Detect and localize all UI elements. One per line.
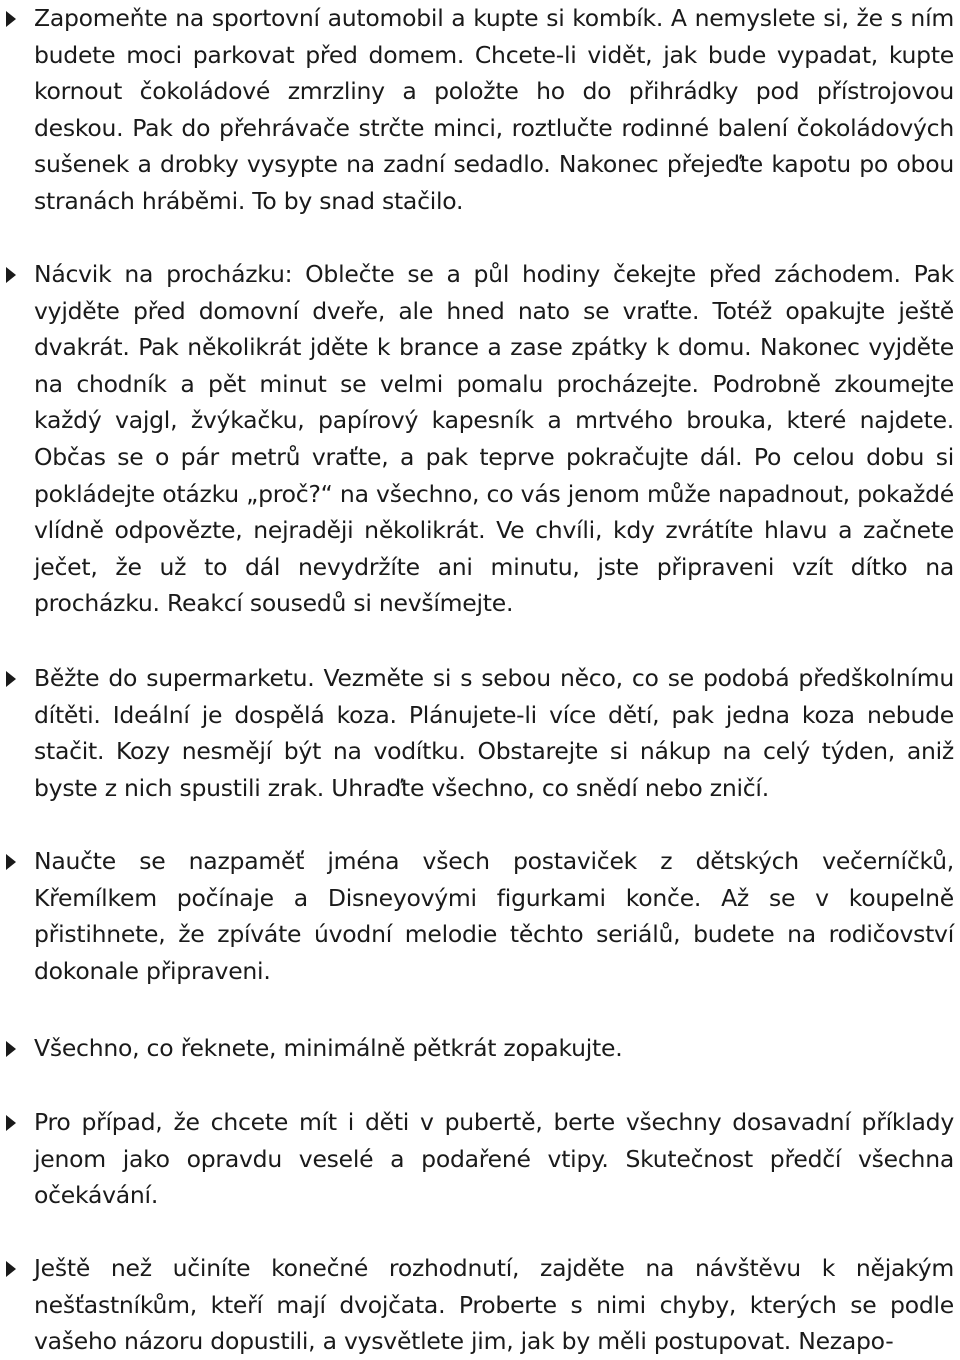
triangle-bullet-icon (6, 1041, 16, 1057)
list-item-text: Běžte do supermarketu. Vezměte si s sebou něco, co se podobá předškolnímu dítěti. Ideální je dospělá koza. Plánujete-li více dětí, pak jedna koza nebude stačit. Kozy nesmějí být na vodítku. Obstarejte si nákup na celý týden, aniž byste z nich spustili zrak. Uhraďte všechno, co snědí nebo zničí. (34, 664, 954, 802)
list-item (0, 0, 960, 220)
list-item-text: Zapomeňte na sportovní automobil a kupte si kombík. A nemyslete si, že s ním budete moci parkovat před domem. Chcete-li vidět, jak bude vypadat, kupte kornout čokoládové zmrzliny a položte ho do přihrádky pod přístrojovou deskou. Pak do přehrávače strčte minci, roztlučte rodinné balení čokoládových sušenek a drobky vysypte na zadní sedadlo. Nakonec přejeďte kapotu po obou stranách hráběmi. To by snad stačilo. (34, 4, 954, 215)
list-item (0, 256, 960, 622)
list-item-text: Naučte se nazpaměť jména všech postaviček z dětských večerníčků, Křemílkem počínaje a Disneyovými figurkami konče. Až se v koupelně přistihnete, že zpíváte úvodní melodie těchto seriálů, budete na rodičovství dokonale připraveni. (34, 847, 954, 985)
list-item-text: Všechno, co řeknete, minimálně pětkrát zopakujte. (34, 1034, 623, 1062)
list-item (0, 1104, 960, 1214)
list-item-text: Nácvik na procházku: Oblečte se a půl hodiny čekejte před záchodem. Pak vyjděte před domovní dveře, ale hned nato se vraťte. Totéž opakujte ještě dvakrát. Pak několikrát jděte k brance a zase zpátky k domu. Nakonec vyjděte na chodník a pět minut se velmi pomalu procházejte. Podrobně zkoumejte každý vajgl, žvýkačku, papírový kapesník a mrtvého brouka, které najdete. Občas se o pár metrů vraťte, a pak teprve pokračujte dál. Po celou dobu si pokládejte otázku „proč?“ na všechno, co vás jenom může napadnout, pokaždé vlídně odpovězte, nejraději několikrát. Ve chvíli, kdy zvrátíte hlavu a začnete ječet, že už to dál nevydržíte ani minutu, jste připraveni vzít dítko na procházku. Reakcí sousedů si nevšímejte. (34, 260, 954, 618)
list-item (0, 843, 960, 989)
list-item-text: Pro případ, že chcete mít i děti v pubertě, berte všechny dosavadní příklady jenom jako opravdu veselé a podařené vtipy. Skutečnost předčí všechna očekávání. (34, 1108, 954, 1210)
list-item (0, 1030, 960, 1067)
list-item-text: Ještě než učiníte konečné rozhodnutí, zajděte na návštěvu k nějakým nešťastníkům, kteří mají dvojčata. Proberte s nimi chyby, kterých se podle vašeho názoru dopustili, a vysvětlete jim, jak by měli postupovat. Nezapo- (34, 1254, 954, 1356)
triangle-bullet-icon (6, 671, 16, 687)
list-item (0, 660, 960, 806)
list-item (0, 1250, 960, 1360)
triangle-bullet-icon (6, 267, 16, 283)
triangle-bullet-icon (6, 1115, 16, 1131)
triangle-bullet-icon (6, 854, 16, 870)
triangle-bullet-icon (6, 11, 16, 27)
triangle-bullet-icon (6, 1261, 16, 1277)
